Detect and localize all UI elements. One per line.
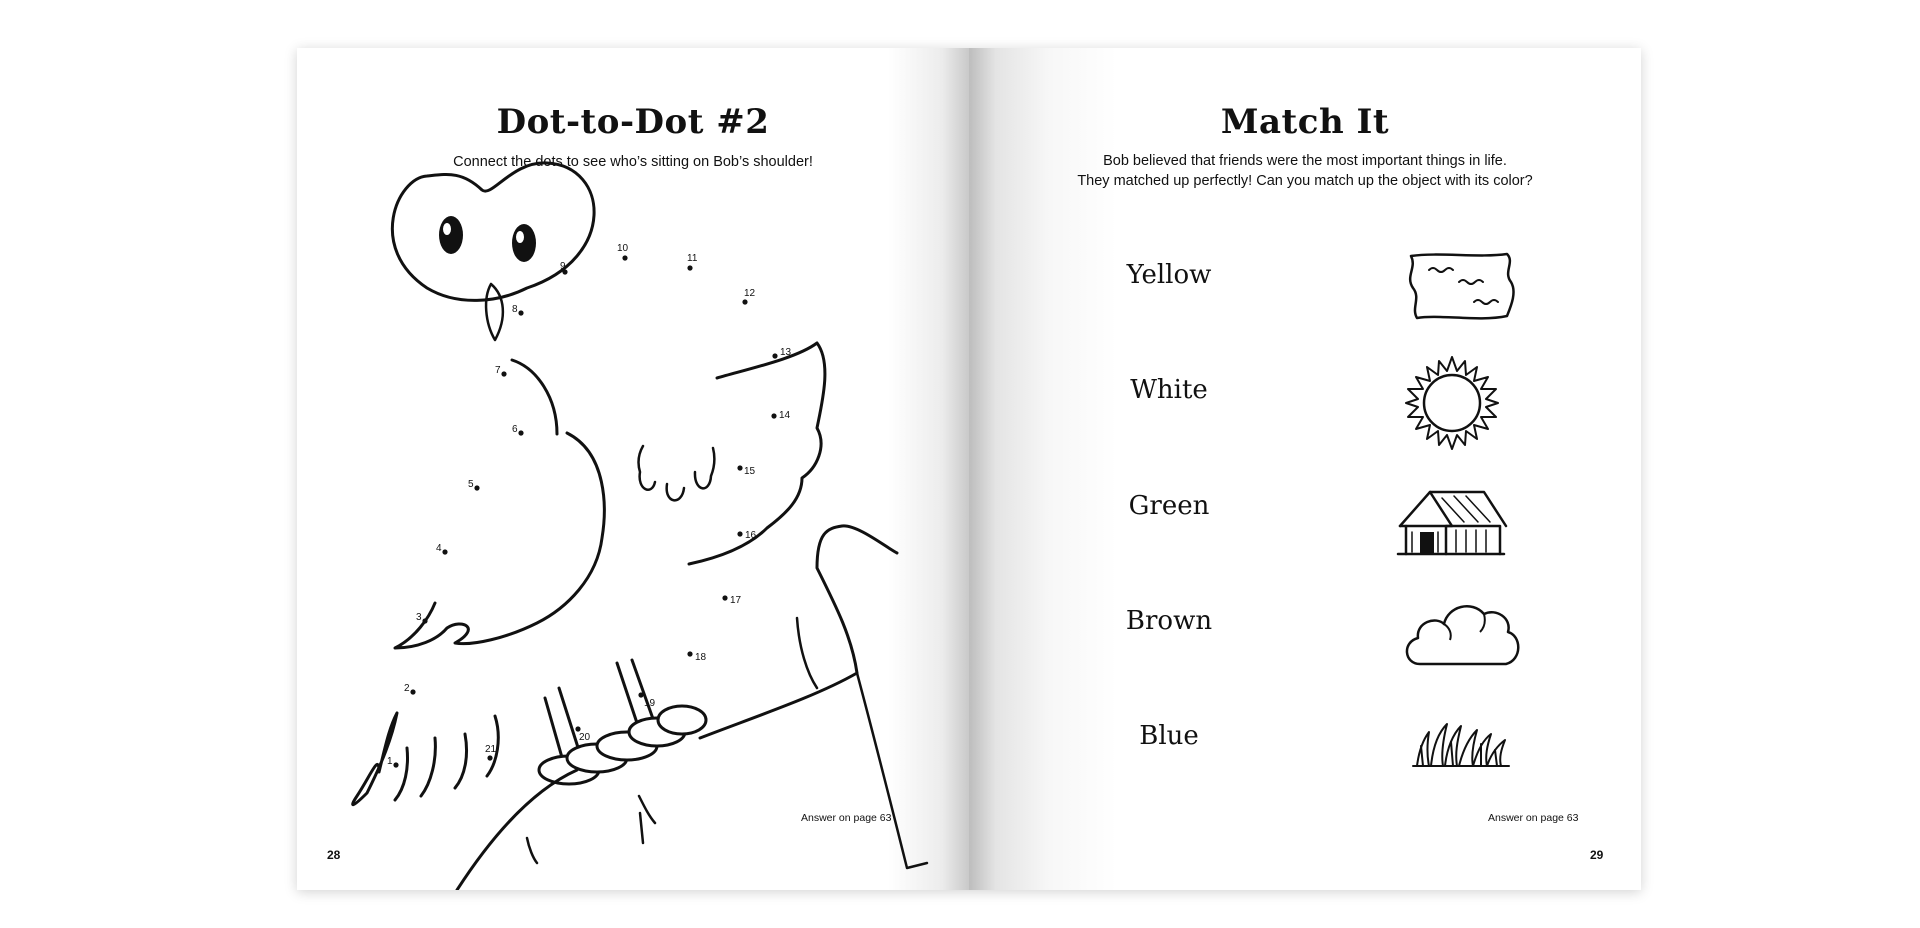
barn-icon [1394,484,1510,560]
page-number: 29 [1590,848,1604,862]
owl-beak [486,284,503,340]
color-word-blue: Blue [1139,721,1199,751]
color-word-brown: Brown [1125,606,1213,636]
owl-chest-feathers [639,446,715,500]
owl-left-eye-shine [443,223,451,235]
dot-16 [737,531,742,536]
dot-labels [387,243,792,767]
dot-18 [687,651,692,656]
bob-shirt-fold [527,618,927,868]
dot-label-20: 20 [579,732,591,743]
owl-right-eye [512,224,536,262]
owl-body-left [512,360,557,434]
dot-7 [501,371,506,376]
dot-21 [487,755,492,760]
owl-talon-5 [658,706,706,734]
dot-label-19: 19 [644,698,656,709]
sun-icon [1402,353,1502,453]
page-title: Match It [1220,102,1390,142]
owl-head [392,163,594,300]
dot-10 [622,255,627,260]
dot-label-14: 14 [779,410,791,421]
dot-1 [393,762,398,767]
dot-label-17: 17 [730,595,742,606]
owl-left-wing-feathers [353,713,499,805]
dot-label-5: 5 [468,479,474,490]
dot-17 [722,595,727,600]
page-subtitle-line-2: They matched up perfectly! Can you match up the object with its color? [1077,173,1533,189]
color-word-white: White [1130,375,1208,405]
open-book [297,48,1641,890]
dot-label-18: 18 [695,652,707,663]
dot-label-21: 21 [485,744,497,755]
water-icon [1399,248,1519,328]
dot-14 [771,413,776,418]
dot-11 [687,265,692,270]
owl-right-eye-shine [516,231,524,243]
dot-6 [518,430,523,435]
color-word-green: Green [1128,491,1210,521]
dot-label-3: 3 [416,612,422,623]
dot-label-12: 12 [744,288,756,299]
dot-5 [474,485,479,490]
dot-label-4: 4 [436,543,442,554]
page-number: 28 [327,848,341,862]
dots-layer [393,255,777,767]
page-subtitle: Connect the dots to see who’s sitting on Bob’s shoulder! [453,154,813,170]
dot-label-10: 10 [617,243,629,254]
dot-2 [410,689,415,694]
page-title: Dot-to-Dot #2 [496,102,770,142]
dot-8 [518,310,523,315]
dot-4 [442,549,447,554]
dot-label-11: 11 [687,253,698,264]
owl-left-eye [439,216,463,254]
dot-3 [422,618,427,623]
grass-icon [1409,710,1513,774]
dot-label-13: 13 [780,347,792,358]
dot-label-16: 16 [745,530,757,541]
dot-label-7: 7 [495,365,501,376]
dot-label-9: 9 [560,261,566,272]
dot-12 [742,299,747,304]
owl-body-curve [395,433,604,648]
dot-label-2: 2 [404,683,410,694]
owl-right-wing [689,343,825,564]
answer-note: Answer on page 63 [801,812,892,824]
dot-20 [575,726,580,731]
page-subtitle-line-1: Bob believed that friends were the most important things in life. [1103,153,1507,169]
owl-dot-to-dot-drawing [297,48,969,890]
dot-13 [772,353,777,358]
dot-label-15: 15 [744,466,756,477]
dot-label-1: 1 [387,756,393,767]
dot-19 [638,692,643,697]
dot-label-6: 6 [512,424,518,435]
right-page [969,48,1641,890]
color-word-yellow: Yellow [1126,260,1212,290]
left-page [297,48,969,890]
cloud-icon [1400,594,1524,670]
dot-15 [737,465,742,470]
answer-note: Answer on page 63 [1488,812,1579,824]
dot-label-8: 8 [512,304,518,315]
